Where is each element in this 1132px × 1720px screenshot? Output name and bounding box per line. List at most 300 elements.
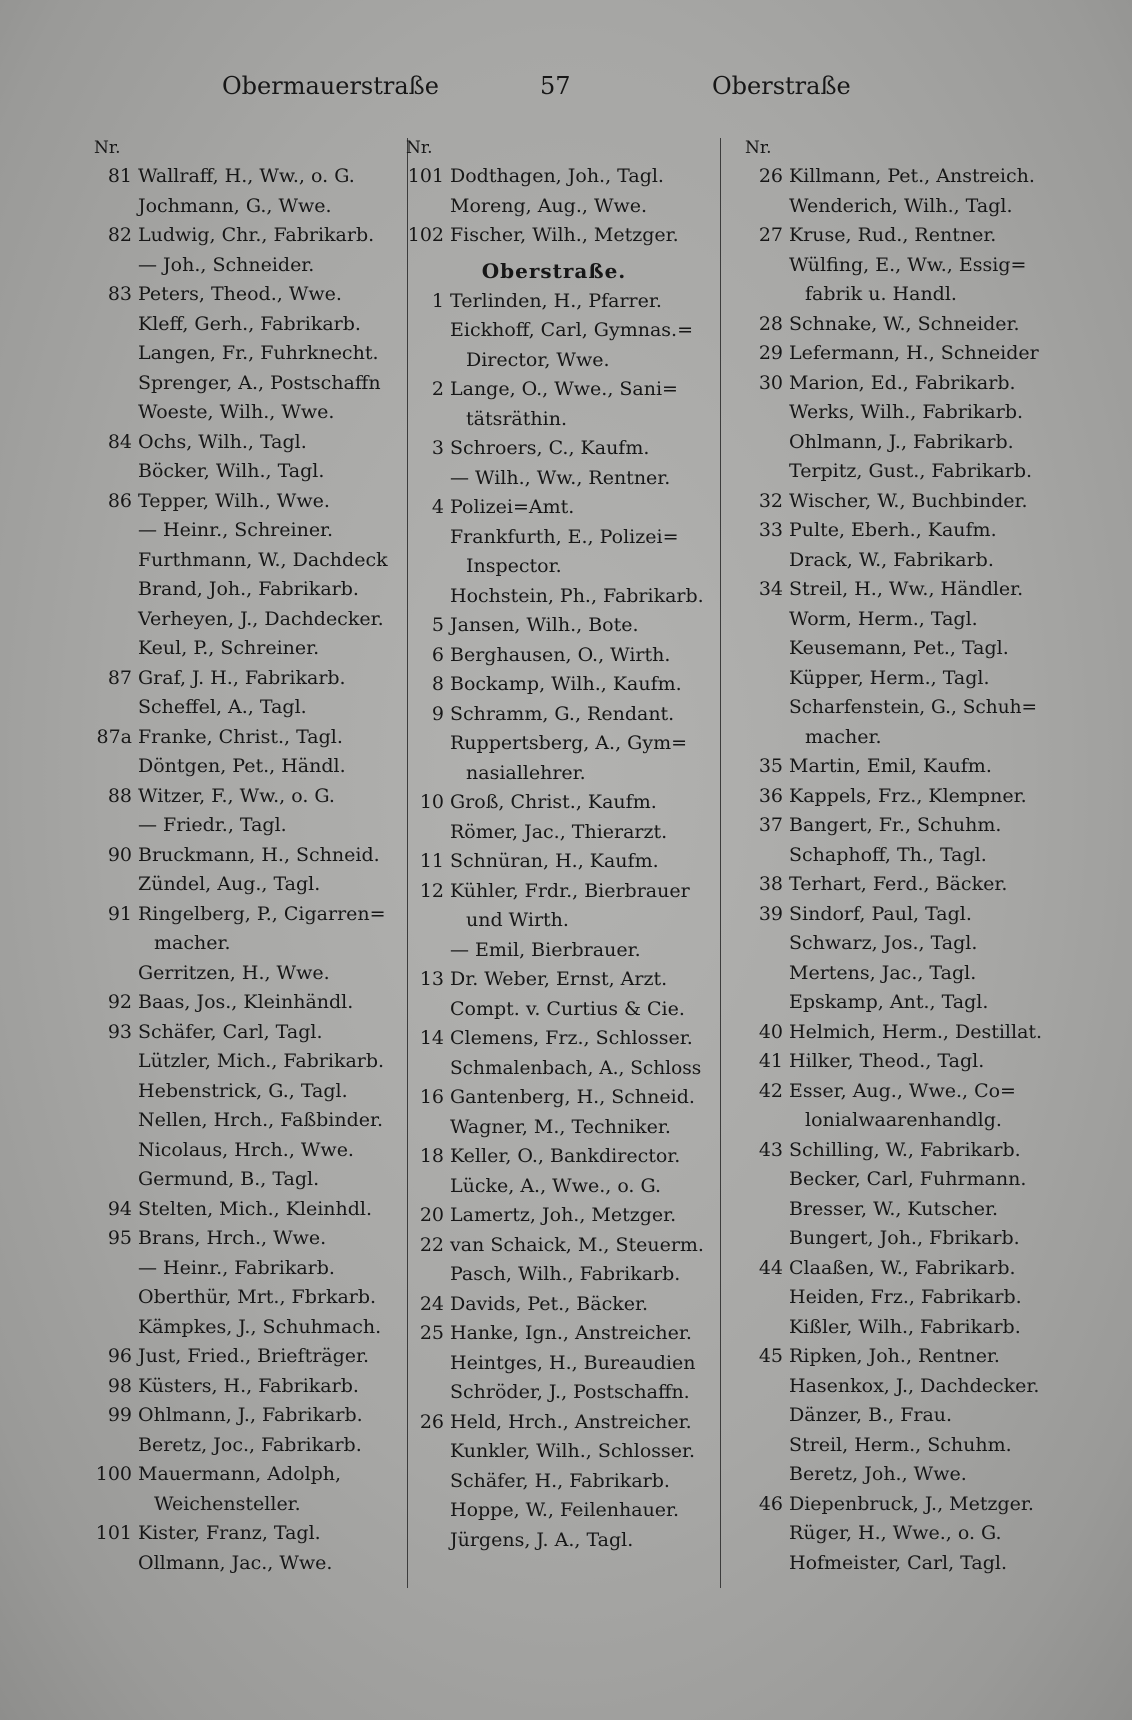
directory-entry xyxy=(92,1519,392,1549)
resident-entry-text: Diepenbruck, J., Metzger. xyxy=(789,1492,1034,1515)
house-number: 86 xyxy=(107,489,132,512)
resident-entry-text: Drack, W., Fabrikarb. xyxy=(789,548,994,571)
resident-entry-text: Woeste, Wilh., Wwe. xyxy=(138,401,335,423)
directory-entry xyxy=(92,723,392,753)
directory-entry xyxy=(404,582,704,612)
resident-entry-text: Terlinden, H., Pfarrer. xyxy=(450,289,662,312)
directory-entry xyxy=(743,605,1043,635)
resident-entry-text: Küpper, Herm., Tagl. xyxy=(789,666,990,689)
resident-entry-text: und Wirth. xyxy=(466,909,569,931)
resident-entry-text: — Emil, Bierbrauer. xyxy=(450,938,641,961)
directory-entry xyxy=(404,405,704,435)
directory-entry xyxy=(404,523,704,553)
resident-entry-text: Clemens, Frz., Schlosser. xyxy=(450,1027,693,1049)
resident-entry-text: Kißler, Wilh., Fabrikarb. xyxy=(789,1315,1021,1338)
directory-entry xyxy=(743,339,1043,369)
resident-entry-text: Groß, Christ., Kaufm. xyxy=(450,791,657,813)
directory-entry xyxy=(743,487,1043,517)
resident-entry-text: Sindorf, Paul, Tagl. xyxy=(789,902,972,925)
resident-entry-text: Lücke, A., Wwe., o. G. xyxy=(450,1174,662,1197)
resident-entry-text: Sprenger, A., Postschaffn xyxy=(138,371,381,394)
resident-entry-text: Küsters, H., Fabrikarb. xyxy=(138,1374,359,1397)
directory-entry xyxy=(404,611,704,641)
resident-entry-text: Brand, Joh., Fabrikarb. xyxy=(138,578,359,600)
directory-entry xyxy=(404,670,704,700)
house-number: 99 xyxy=(107,1404,132,1426)
directory-entry xyxy=(404,818,704,848)
directory-entry xyxy=(743,664,1043,694)
resident-entry-text: Keul, P., Schreiner. xyxy=(138,637,320,659)
directory-entry xyxy=(404,700,704,730)
resident-entry-text: Schroers, C., Kaufm. xyxy=(450,437,650,459)
directory-entry xyxy=(404,1496,704,1526)
directory-entry xyxy=(92,1490,392,1520)
house-number: 22 xyxy=(419,1233,444,1256)
directory-entry xyxy=(92,1165,392,1195)
resident-entry-text: Schnake, W., Schneider. xyxy=(789,312,1020,335)
directory-entry xyxy=(92,634,392,664)
directory-entry xyxy=(743,1313,1043,1343)
directory-entry xyxy=(404,877,704,907)
house-number: 101 xyxy=(407,165,444,187)
directory-entry xyxy=(404,552,704,582)
house-number: 33 xyxy=(758,519,783,541)
resident-entry-text: Eickhoff, Carl, Gymnas.= xyxy=(450,319,693,341)
resident-entry-text: Schröder, J., Postschaffn. xyxy=(450,1381,690,1403)
resident-entry-text: Jürgens, J. A., Tagl. xyxy=(450,1528,634,1551)
resident-entry-text: Ripken, Joh., Rentner. xyxy=(789,1345,1000,1367)
directory-entry xyxy=(92,1342,392,1372)
resident-entry-text: Ringelberg, P., Cigarren= xyxy=(138,902,386,925)
resident-entry-text: Franke, Christ., Tagl. xyxy=(138,725,343,748)
house-number: 27 xyxy=(758,224,783,246)
directory-entry xyxy=(92,782,392,812)
directory-entry xyxy=(404,1378,704,1408)
directory-entry xyxy=(743,634,1043,664)
resident-entry-text: Scheffel, A., Tagl. xyxy=(138,696,307,718)
directory-entry xyxy=(743,752,1043,782)
directory-entry xyxy=(404,936,704,966)
resident-entry-text: Jochmann, G., Wwe. xyxy=(138,194,332,217)
house-number: 101 xyxy=(95,1522,132,1544)
resident-entry-text: Lange, O., Wwe., Sani= xyxy=(450,378,678,400)
resident-entry-text: Streil, H., Ww., Händler. xyxy=(789,578,1024,600)
directory-entry xyxy=(404,995,704,1025)
resident-entry-text: Schäfer, Carl, Tagl. xyxy=(138,1020,323,1043)
directory-entry xyxy=(404,1113,704,1143)
directory-entry xyxy=(404,316,704,346)
resident-entry-text: Dr. Weber, Ernst, Arzt. xyxy=(450,968,668,990)
resident-entry-text: Hochstein, Ph., Fabrikarb. xyxy=(450,584,704,607)
resident-entry-text: Berghausen, O., Wirth. xyxy=(450,643,671,666)
directory-entry xyxy=(743,398,1043,428)
column-label: Nr. xyxy=(745,138,772,158)
page-number: 57 xyxy=(540,72,571,100)
house-number: 81 xyxy=(107,165,132,187)
resident-entry-text: Bockamp, Wilh., Kaufm. xyxy=(450,673,682,695)
resident-entry-text: Baas, Jos., Kleinhändl. xyxy=(138,991,354,1013)
house-number: 1 xyxy=(431,289,444,312)
house-number: 9 xyxy=(431,702,444,725)
directory-entry xyxy=(404,1526,704,1556)
resident-entry-text: macher. xyxy=(805,725,882,748)
resident-entry-text: — Wilh., Ww., Rentner. xyxy=(450,466,671,489)
resident-entry-text: Ludwig, Chr., Fabrikarb. xyxy=(138,224,375,246)
directory-entry xyxy=(92,1549,392,1579)
directory-entry xyxy=(404,641,704,671)
house-number: 11 xyxy=(419,850,444,872)
resident-entry-text: Terhart, Ferd., Bäcker. xyxy=(789,873,1008,895)
resident-entry-text: Ohlmann, J., Fabrikarb. xyxy=(789,430,1014,453)
resident-entry-text: Esser, Aug., Wwe., Co= xyxy=(789,1079,1016,1102)
resident-entry-text: Beretz, Joc., Fabrikarb. xyxy=(138,1433,362,1456)
resident-entry-text: Terpitz, Gust., Fabrikarb. xyxy=(789,460,1033,482)
directory-entry xyxy=(92,959,392,989)
resident-entry-text: Bangert, Fr., Schuhm. xyxy=(789,814,1002,836)
directory-entry xyxy=(92,1254,392,1284)
resident-entry-text: Lamertz, Joh., Metzger. xyxy=(450,1204,677,1226)
house-number: 25 xyxy=(419,1322,444,1344)
resident-entry-text: — Joh., Schneider. xyxy=(138,253,315,276)
header-left-street: Obermauerstraße xyxy=(222,72,439,100)
resident-entry-text: Peters, Theod., Wwe. xyxy=(138,283,342,305)
directory-entry xyxy=(404,1349,704,1379)
resident-entry-text: Bruckmann, H., Schneid. xyxy=(138,843,380,866)
directory-entry xyxy=(404,847,704,877)
directory-entry xyxy=(92,870,392,900)
directory-entry xyxy=(92,251,392,281)
directory-entry xyxy=(92,1224,392,1254)
resident-entry-text: Stelten, Mich., Kleinhdl. xyxy=(138,1197,373,1220)
resident-entry-text: nasiallehrer. xyxy=(466,761,586,784)
resident-entry-text: Dänzer, B., Frau. xyxy=(789,1404,953,1426)
directory-entry xyxy=(92,575,392,605)
resident-entry-text: Brans, Hrch., Wwe. xyxy=(138,1227,327,1249)
directory-entry xyxy=(743,1224,1043,1254)
directory-entry xyxy=(743,1549,1043,1579)
directory-entry xyxy=(404,434,704,464)
resident-entry-text: Hebenstrick, G., Tagl. xyxy=(138,1079,348,1102)
directory-entry xyxy=(743,1519,1043,1549)
resident-entry-text: Wülfing, E., Ww., Essig= xyxy=(789,253,1027,276)
house-number: 3 xyxy=(431,437,444,459)
house-number: 30 xyxy=(758,371,783,394)
resident-entry-text: Wagner, M., Techniker. xyxy=(450,1115,671,1138)
resident-entry-text: Ollmann, Jac., Wwe. xyxy=(138,1551,333,1574)
resident-entry-text: Heiden, Frz., Fabrikarb. xyxy=(789,1286,1022,1308)
resident-entry-text: Wenderich, Wilh., Tagl. xyxy=(789,194,1013,217)
directory-entry xyxy=(743,1106,1043,1136)
resident-entry-text: Witzer, F., Ww., o. G. xyxy=(138,784,335,807)
directory-entry xyxy=(404,1408,704,1438)
directory-entry xyxy=(743,929,1043,959)
resident-entry-text: Schaphoff, Th., Tagl. xyxy=(789,843,987,866)
directory-entry xyxy=(92,339,392,369)
resident-entry-text: Furthmann, W., Dachdeck xyxy=(138,548,388,571)
house-number: 96 xyxy=(107,1345,132,1367)
directory-entry xyxy=(743,1401,1043,1431)
directory-entry xyxy=(404,162,704,192)
street-section-heading: Oberstraße. xyxy=(481,258,627,283)
column-divider xyxy=(720,138,721,1588)
house-number: 92 xyxy=(107,991,132,1013)
directory-entry xyxy=(404,788,704,818)
directory-entry xyxy=(743,1047,1043,1077)
resident-entry-text: Kruse, Rud., Rentner. xyxy=(789,224,997,246)
directory-entry xyxy=(743,1136,1043,1166)
house-number: 46 xyxy=(758,1492,783,1515)
resident-entry-text: Moreng, Aug., Wwe. xyxy=(450,194,648,217)
directory-entry xyxy=(743,1490,1043,1520)
directory-entry xyxy=(743,251,1043,281)
directory-entry xyxy=(404,493,704,523)
directory-entry xyxy=(92,428,392,458)
directory-column-1 xyxy=(92,134,392,1578)
house-number: 29 xyxy=(758,342,783,364)
directory-entry xyxy=(743,457,1043,487)
directory-column-2 xyxy=(404,134,704,1555)
house-number: 102 xyxy=(407,224,444,246)
resident-entry-text: Ohlmann, J., Fabrikarb. xyxy=(138,1404,363,1426)
resident-entry-text: Scharfenstein, G., Schuh= xyxy=(789,697,1038,718)
resident-entry-text: macher. xyxy=(154,932,231,954)
house-number: 82 xyxy=(107,224,132,246)
directory-entry xyxy=(743,959,1043,989)
resident-entry-text: fabrik u. Handl. xyxy=(805,283,957,305)
resident-entry-text: Gantenberg, H., Schneid. xyxy=(450,1086,695,1108)
directory-entry xyxy=(404,759,704,789)
resident-entry-text: Gerritzen, H., Wwe. xyxy=(138,961,330,984)
directory-entry xyxy=(404,1172,704,1202)
directory-entry xyxy=(92,280,392,310)
directory-column-3 xyxy=(743,134,1043,1578)
resident-entry-text: Lefermann, H., Schneider xyxy=(789,342,1039,364)
house-number: 10 xyxy=(419,791,444,813)
directory-entry xyxy=(743,1254,1043,1284)
resident-entry-text: Keller, O., Bankdirector. xyxy=(450,1145,681,1167)
directory-entry xyxy=(92,162,392,192)
resident-entry-text: Fischer, Wilh., Metzger. xyxy=(450,224,679,246)
resident-entry-text: Marion, Ed., Fabrikarb. xyxy=(789,371,1016,394)
directory-entry xyxy=(404,1083,704,1113)
resident-entry-text: Hasenkox, J., Dachdecker. xyxy=(789,1374,1040,1397)
directory-entry xyxy=(743,782,1043,812)
resident-entry-text: Polizei=Amt. xyxy=(450,496,575,518)
house-number: 5 xyxy=(431,614,444,636)
resident-entry-text: Schramm, G., Rendant. xyxy=(450,702,675,725)
directory-entry xyxy=(404,906,704,936)
directory-entry xyxy=(404,221,704,251)
house-number: 28 xyxy=(758,312,783,335)
house-number: 39 xyxy=(758,902,783,925)
resident-entry-text: Jansen, Wilh., Bote. xyxy=(450,614,639,636)
resident-entry-text: Beretz, Joh., Wwe. xyxy=(789,1463,967,1485)
directory-entry xyxy=(92,1018,392,1048)
house-number: 36 xyxy=(758,784,783,807)
directory-entry xyxy=(404,1437,704,1467)
house-number: 87a xyxy=(96,725,132,748)
house-number: 34 xyxy=(758,578,783,600)
directory-entry xyxy=(92,398,392,428)
directory-entry xyxy=(404,1201,704,1231)
directory-entry xyxy=(92,1372,392,1402)
directory-entry xyxy=(92,516,392,546)
house-number: 12 xyxy=(419,879,444,902)
directory-entry xyxy=(743,516,1043,546)
resident-entry-text: Worm, Herm., Tagl. xyxy=(789,607,978,630)
column-label: Nr. xyxy=(94,138,121,158)
directory-entry xyxy=(404,1319,704,1349)
directory-entry xyxy=(404,287,704,317)
resident-entry-text: — Heinr., Fabrikarb. xyxy=(138,1256,335,1279)
resident-entry-text: Wallraff, H., Ww., o. G. xyxy=(138,165,355,187)
resident-entry-text: — Friedr., Tagl. xyxy=(138,814,287,836)
directory-entry xyxy=(743,221,1043,251)
directory-entry xyxy=(92,693,392,723)
house-number: 24 xyxy=(419,1292,444,1315)
resident-entry-text: Kleff, Gerh., Fabrikarb. xyxy=(138,312,361,335)
house-number: 100 xyxy=(95,1463,132,1485)
resident-entry-text: van Schaick, M., Steuerm. xyxy=(450,1233,704,1256)
directory-entry xyxy=(743,310,1043,340)
directory-entry xyxy=(404,1054,704,1084)
resident-entry-text: Director, Wwe. xyxy=(466,348,610,371)
house-number: 37 xyxy=(758,814,783,836)
resident-entry-text: Schnüran, H., Kaufm. xyxy=(450,850,659,872)
resident-entry-text: Lützler, Mich., Fabrikarb. xyxy=(138,1050,385,1072)
directory-entry xyxy=(743,369,1043,399)
directory-entry xyxy=(743,900,1043,930)
resident-entry-text: Kister, Franz, Tagl. xyxy=(138,1522,321,1544)
directory-entry xyxy=(404,1231,704,1261)
directory-entry xyxy=(404,375,704,405)
directory-entry xyxy=(743,1165,1043,1195)
directory-entry xyxy=(404,192,704,222)
directory-entry xyxy=(92,1195,392,1225)
directory-entry xyxy=(404,1290,704,1320)
directory-entry xyxy=(92,1460,392,1490)
house-number: 43 xyxy=(758,1138,783,1161)
resident-entry-text: Davids, Pet., Bäcker. xyxy=(450,1292,649,1315)
directory-entry xyxy=(92,1401,392,1431)
house-number: 94 xyxy=(107,1197,132,1220)
resident-entry-text: Schäfer, H., Fabrikarb. xyxy=(450,1469,670,1492)
resident-entry-text: Inspector. xyxy=(466,555,562,577)
directory-entry xyxy=(92,841,392,871)
directory-entry xyxy=(92,221,392,251)
resident-entry-text: Döntgen, Pet., Händl. xyxy=(138,755,346,777)
directory-entry xyxy=(404,729,704,759)
directory-entry xyxy=(743,1460,1043,1490)
house-number: 6 xyxy=(431,643,444,666)
resident-entry-text: tätsräthin. xyxy=(466,407,567,430)
resident-entry-text: Held, Hrch., Anstreicher. xyxy=(450,1410,692,1433)
directory-entry xyxy=(92,1313,392,1343)
resident-entry-text: — Heinr., Schreiner. xyxy=(138,519,334,541)
house-number: 13 xyxy=(419,968,444,990)
house-number: 87 xyxy=(107,666,132,689)
directory-entry xyxy=(404,346,704,376)
resident-entry-text: Hoppe, W., Feilenhauer. xyxy=(450,1499,680,1521)
directory-entry xyxy=(92,192,392,222)
resident-entry-text: Weichensteller. xyxy=(154,1492,301,1515)
directory-entry xyxy=(743,1431,1043,1461)
directory-entry xyxy=(92,369,392,399)
resident-entry-text: Dodthagen, Joh., Tagl. xyxy=(450,165,664,187)
header-right-street: Oberstraße xyxy=(712,72,851,100)
resident-entry-text: Bungert, Joh., Fbrikarb. xyxy=(789,1227,1020,1249)
directory-entry xyxy=(92,1106,392,1136)
resident-entry-text: Frankfurth, E., Polizei= xyxy=(450,525,679,548)
house-number: 90 xyxy=(107,843,132,866)
resident-entry-text: lonialwaarenhandlg. xyxy=(805,1109,1002,1131)
resident-entry-text: Werks, Wilh., Fabrikarb. xyxy=(789,401,1024,423)
resident-entry-text: Ruppertsberg, A., Gym= xyxy=(450,732,687,754)
resident-entry-text: Martin, Emil, Kaufm. xyxy=(789,755,992,777)
directory-entry xyxy=(743,1342,1043,1372)
directory-entry xyxy=(743,1018,1043,1048)
house-number: 20 xyxy=(419,1204,444,1226)
house-number: 83 xyxy=(107,283,132,305)
directory-entry xyxy=(743,870,1043,900)
resident-entry-text: Keusemann, Pet., Tagl. xyxy=(789,637,1009,659)
resident-entry-text: Claaßen, W., Fabrikarb. xyxy=(789,1256,1016,1279)
resident-entry-text: Nicolaus, Hrch., Wwe. xyxy=(138,1138,354,1161)
directory-entry xyxy=(92,900,392,930)
resident-entry-text: Zündel, Aug., Tagl. xyxy=(138,873,321,895)
directory-entry xyxy=(404,1260,704,1290)
house-number: 35 xyxy=(758,755,783,777)
house-number: 91 xyxy=(107,902,132,925)
directory-entry xyxy=(92,664,392,694)
directory-entry xyxy=(92,988,392,1018)
resident-entry-text: Becker, Carl, Fuhrmann. xyxy=(789,1168,1027,1190)
directory-entry xyxy=(92,546,392,576)
resident-entry-text: Germund, B., Tagl. xyxy=(138,1168,320,1190)
directory-entry xyxy=(92,1047,392,1077)
directory-entry xyxy=(92,1431,392,1461)
resident-entry-text: Bresser, W., Kutscher. xyxy=(789,1197,998,1220)
house-number: 18 xyxy=(419,1145,444,1167)
house-number: 88 xyxy=(107,784,132,807)
directory-entry xyxy=(743,1077,1043,1107)
directory-entry xyxy=(743,575,1043,605)
directory-entry xyxy=(404,1467,704,1497)
resident-entry-text: Kühler, Frdr., Bierbrauer xyxy=(450,879,690,902)
resident-entry-text: Hanke, Ign., Anstreicher. xyxy=(450,1322,692,1344)
directory-entry xyxy=(743,988,1043,1018)
directory-entry xyxy=(92,487,392,517)
resident-entry-text: Römer, Jac., Thierarzt. xyxy=(450,820,668,843)
directory-entry xyxy=(92,310,392,340)
house-number: 32 xyxy=(758,489,783,512)
resident-entry-text: Rüger, H., Wwe., o. G. xyxy=(789,1522,1002,1544)
resident-entry-text: Verheyen, J., Dachdecker. xyxy=(138,607,384,630)
resident-entry-text: Böcker, Wilh., Tagl. xyxy=(138,460,325,482)
directory-entry xyxy=(404,1142,704,1172)
page-header xyxy=(0,72,1132,112)
resident-entry-text: Schilling, W., Fabrikarb. xyxy=(789,1138,1021,1161)
directory-entry xyxy=(743,1283,1043,1313)
resident-entry-text: Killmann, Pet., Anstreich. xyxy=(789,165,1035,187)
house-number: 84 xyxy=(107,430,132,453)
directory-entry xyxy=(92,752,392,782)
column-label: Nr. xyxy=(406,138,433,158)
resident-entry-text: Wischer, W., Buchbinder. xyxy=(789,489,1028,512)
house-number: 38 xyxy=(758,873,783,895)
directory-entry xyxy=(92,1283,392,1313)
house-number: 26 xyxy=(758,165,783,187)
